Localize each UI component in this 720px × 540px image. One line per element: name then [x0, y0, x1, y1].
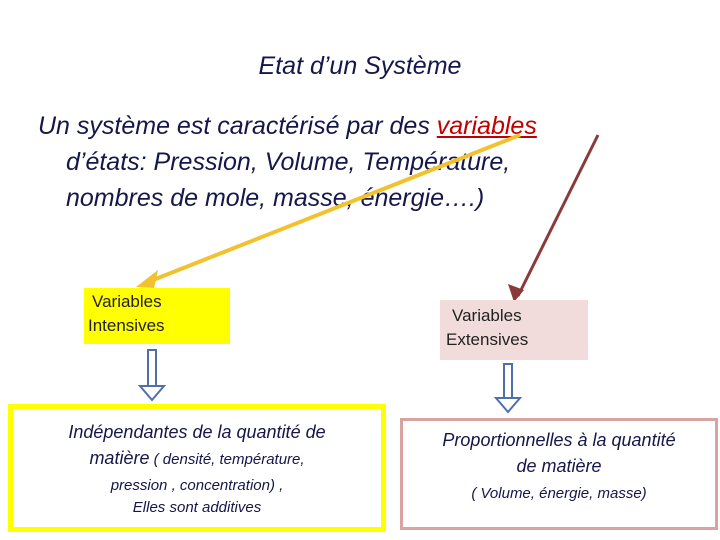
intensive-desc-line2-main: matière [89, 448, 150, 468]
red-arrow-line [518, 135, 598, 296]
intensive-desc-line4: Elles sont additives [132, 499, 262, 516]
extensive-variables-box [440, 300, 588, 360]
down-arrow-intensive [140, 350, 164, 400]
variables-keyword: variables [436, 112, 537, 140]
intensive-desc-line2-small: ( densité, température, [149, 451, 305, 468]
intensive-desc-line2 [13, 445, 381, 471]
extensive-desc-line2: de matière [516, 456, 602, 476]
intensive-desc-line3: pression , concentration) , [110, 477, 284, 494]
intro-line2: d’états: Pression, Volume, Température, [66, 148, 511, 176]
intensive-label-line1: Variables [92, 292, 162, 311]
intro-line3: nombres de mole, masse, énergie….) [66, 184, 485, 212]
intensive-description-box [8, 404, 386, 532]
extensive-label-line1: Variables [452, 306, 522, 325]
extensive-desc-line3: ( Volume, énergie, masse) [471, 485, 647, 502]
intro-line1-text: Un système est caractérisé par des [38, 112, 437, 140]
intensive-label-line2: Intensives [88, 316, 165, 335]
extensive-desc-line1: Proportionnelles à la quantité [442, 430, 676, 450]
intensive-variables-box [84, 288, 230, 344]
extensive-description-box [400, 418, 718, 530]
intensive-desc-line1: Indépendantes de la quantité de [68, 422, 326, 442]
extensive-label-line2: Extensives [446, 330, 529, 349]
yellow-arrow-head [136, 270, 158, 288]
down-arrow-extensive [496, 364, 520, 412]
yellow-arrow-line [148, 135, 520, 282]
slide-title: Etat d’un Système [258, 52, 462, 80]
